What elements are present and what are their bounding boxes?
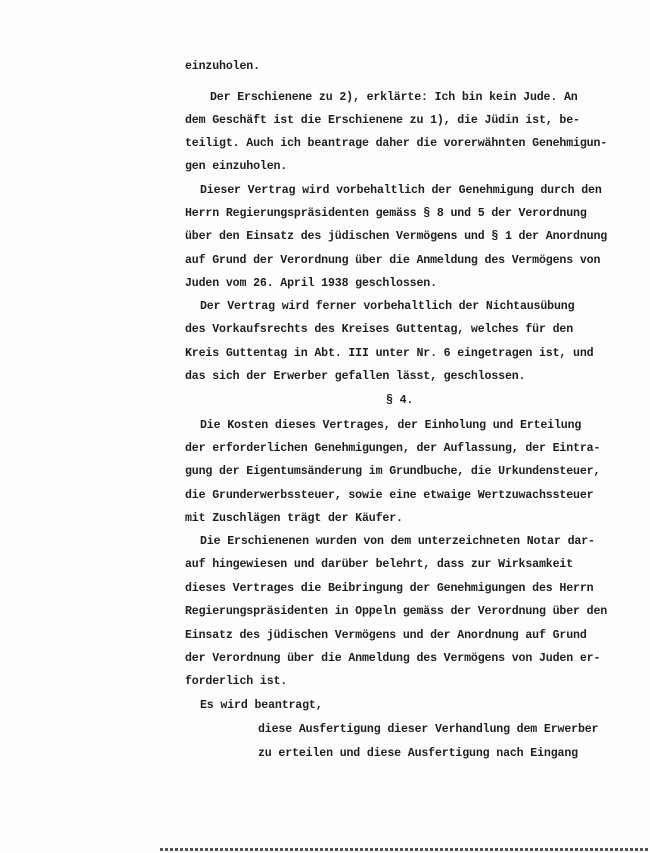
text-line: des Vorkaufsrechts des Kreises Guttentag, welches für den bbox=[185, 323, 574, 336]
text-line: gung der Eigentumsänderung im Grundbuche, die Urkundensteuer, bbox=[185, 465, 601, 478]
text-line: Dieser Vertrag wird vorbehaltlich der Genehmigung durch den bbox=[200, 184, 602, 197]
text-line: mit Zuschlägen trägt der Käufer. bbox=[185, 512, 403, 525]
text-line: Juden vom 26. April 1938 geschlossen. bbox=[185, 277, 437, 290]
text-line: zu erteilen und diese Ausfertigung nach Eingang bbox=[258, 747, 578, 760]
text-line: der Verordnung über die Anmeldung des Vermögens von Juden er- bbox=[185, 652, 601, 665]
text-line: die Grunderwerbssteuer, sowie eine etwaige Wertzuwachssteuer bbox=[185, 489, 594, 502]
text-line: gen einzuholen. bbox=[185, 160, 288, 173]
text-line: Der Erschienene zu 2), erklärte: Ich bin kein Jude. An bbox=[210, 91, 578, 104]
section-heading: § 4. bbox=[386, 394, 414, 407]
text-line: das sich der Erwerber gefallen lässt, geschlossen. bbox=[185, 370, 526, 383]
text-line: Einsatz des jüdischen Vermögens und der Anordnung auf Grund bbox=[185, 629, 587, 642]
text-line: auf hingewiesen und darüber belehrt, dass zur Wirksamkeit bbox=[185, 558, 574, 571]
text-line: Regierungspräsidenten in Oppeln gemäss der Verordnung über den bbox=[185, 605, 608, 618]
text-line: Es wird beantragt, bbox=[200, 699, 323, 712]
text-line: teiligt. Auch ich beantrage daher die vorerwähnten Genehmigun- bbox=[185, 137, 608, 150]
text-line: Kreis Guttentag in Abt. III unter Nr. 6 eingetragen ist, und bbox=[185, 347, 594, 360]
text-line: Die Erschienenen wurden von dem unterzeichneten Notar dar- bbox=[200, 535, 595, 548]
text-line: Die Kosten dieses Vertrages, der Einholung und Erteilung bbox=[200, 419, 582, 432]
text-line: Der Vertrag wird ferner vorbehaltlich der Nichtausübung bbox=[200, 300, 575, 313]
text-line: über den Einsatz des jüdischen Vermögens und § 1 der Anordnung bbox=[185, 230, 608, 243]
text-line: Herrn Regierungspräsidenten gemäss § 8 und 5 der Verordnung bbox=[185, 207, 587, 220]
text-line: einzuholen. bbox=[185, 60, 260, 73]
text-line: forderlich ist. bbox=[185, 675, 288, 688]
bottom-dotted-rule bbox=[160, 848, 650, 851]
text-line: diese Ausfertigung dieser Verhandlung dem Erwerber bbox=[258, 723, 599, 736]
text-line: dem Geschäft ist die Erschienene zu 1), die Jüdin ist, be- bbox=[185, 114, 580, 127]
text-line: der erforderlichen Genehmigungen, der Auflassung, der Eintra- bbox=[185, 442, 601, 455]
text-line: dieses Vertrages die Beibringung der Genehmigungen des Herrn bbox=[185, 582, 594, 595]
text-line: auf Grund der Verordnung über die Anmeldung des Vermögens von bbox=[185, 254, 601, 267]
